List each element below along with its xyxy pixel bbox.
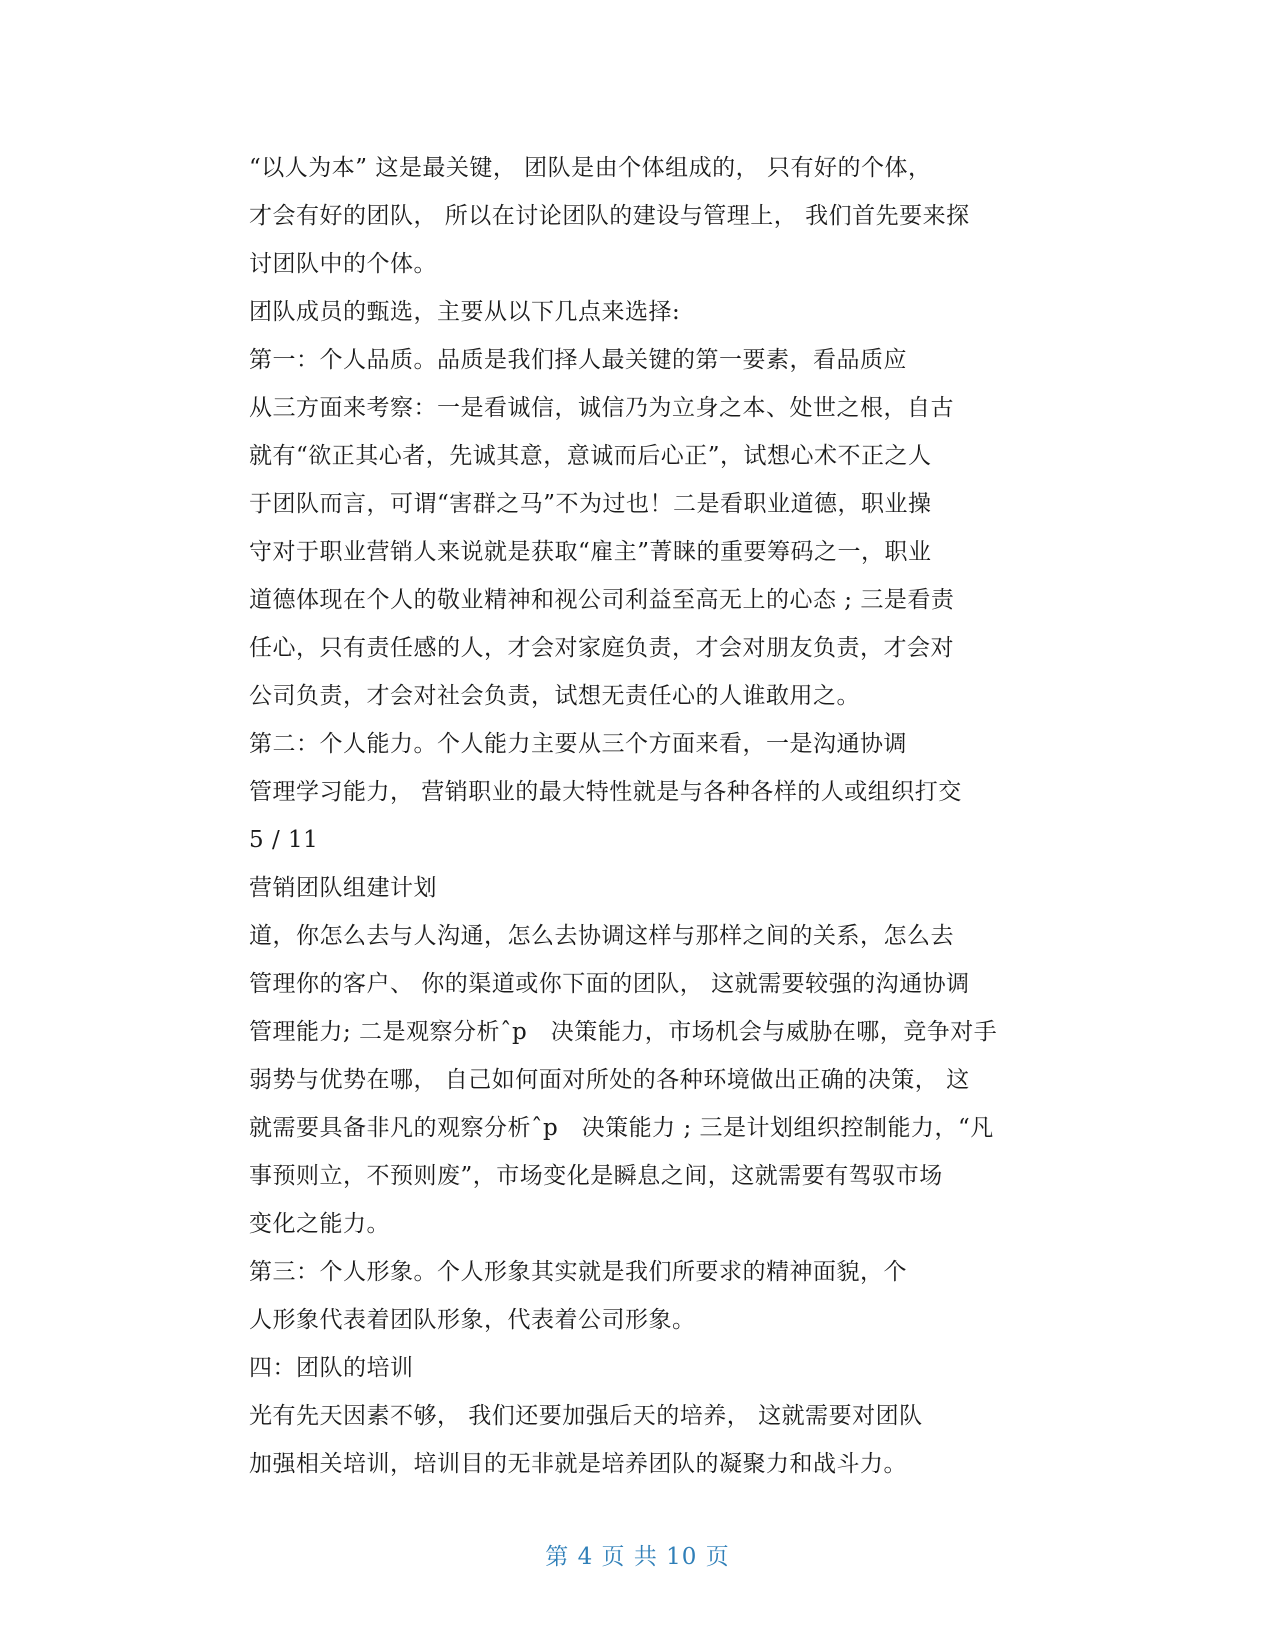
section-heading-training: 四：团队的培训	[249, 1355, 414, 1381]
body-line-21: 就需要具备非凡的观察分析ˆp 决策能力 ; 三是计划组织控制能力，“凡	[249, 1115, 994, 1141]
body-line-3: 讨团队中的个体。	[249, 251, 437, 277]
body-line-13: 第二：个人能力。个人能力主要从三个方面来看，一是沟通协调	[249, 731, 907, 757]
page-footer: 第 4 页 共 10 页	[545, 1544, 730, 1570]
inline-section-title: 营销团队组建计划	[249, 875, 437, 901]
body-line-4: 团队成员的甄选，主要从以下几点来选择:	[249, 299, 681, 325]
body-line-12: 公司负责，才会对社会负责，试想无责任心的人谁敢用之。	[249, 683, 860, 709]
body-line-19: 管理能力; 二是观察分析ˆp 决策能力，市场机会与威胁在哪，竞争对手	[249, 1019, 998, 1045]
document-body	[249, 144, 1149, 1488]
body-line-6: 从三方面来考察：一是看诚信，诚信乃为立身之本、处世之根，自古	[249, 395, 954, 421]
body-line-17: 道，你怎么去与人沟通，怎么去协调这样与那样之间的关系，怎么去	[249, 923, 954, 949]
body-line-9: 守对于职业营销人来说就是获取“雇主”菁睐的重要筹码之一，职业	[249, 539, 932, 565]
body-line-24: 第三：个人形象。个人形象其实就是我们所要求的精神面貌，个	[249, 1259, 907, 1285]
body-line-28: 加强相关培训，培训目的无非就是培养团队的凝聚力和战斗力。	[249, 1451, 907, 1477]
body-line-18: 管理你的客户、 你的渠道或你下面的团队， 这就需要较强的沟通协调	[249, 971, 970, 997]
body-line-1: “以人为本” 这是最关键， 团队是由个体组成的， 只有好的个体，	[249, 155, 932, 181]
body-line-14: 管理学习能力， 营销职业的最大特性就是与各种各样的人或组织打交	[249, 779, 962, 805]
body-line-2: 才会有好的团队， 所以在讨论团队的建设与管理上， 我们首先要来探	[249, 203, 970, 229]
inline-page-number: 5 / 11	[249, 827, 319, 853]
body-line-5: 第一：个人品质。品质是我们择人最关键的第一要素，看品质应	[249, 347, 907, 373]
body-line-25: 人形象代表着团队形象，代表着公司形象。	[249, 1307, 696, 1333]
body-line-22: 事预则立，不预则废”，市场变化是瞬息之间，这就需要有驾驭市场	[249, 1163, 943, 1189]
body-line-10: 道德体现在个人的敬业精神和视公司利益至高无上的心态 ; 三是看责	[249, 587, 955, 613]
body-line-7: 就有“欲正其心者，先诚其意，意诚而后心正”，试想心术不正之人	[249, 443, 932, 469]
body-line-20: 弱势与优势在哪， 自己如何面对所处的各种环境做出正确的决策， 这	[249, 1067, 970, 1093]
body-line-11: 任心，只有责任感的人，才会对家庭负责，才会对朋友负责，才会对	[249, 635, 954, 661]
body-line-8: 于团队而言，可谓“害群之马”不为过也！二是看职业道德，职业操	[249, 491, 932, 517]
body-line-23: 变化之能力。	[249, 1211, 390, 1237]
body-line-27: 光有先天因素不够， 我们还要加强后天的培养， 这就需要对团队	[249, 1403, 923, 1429]
